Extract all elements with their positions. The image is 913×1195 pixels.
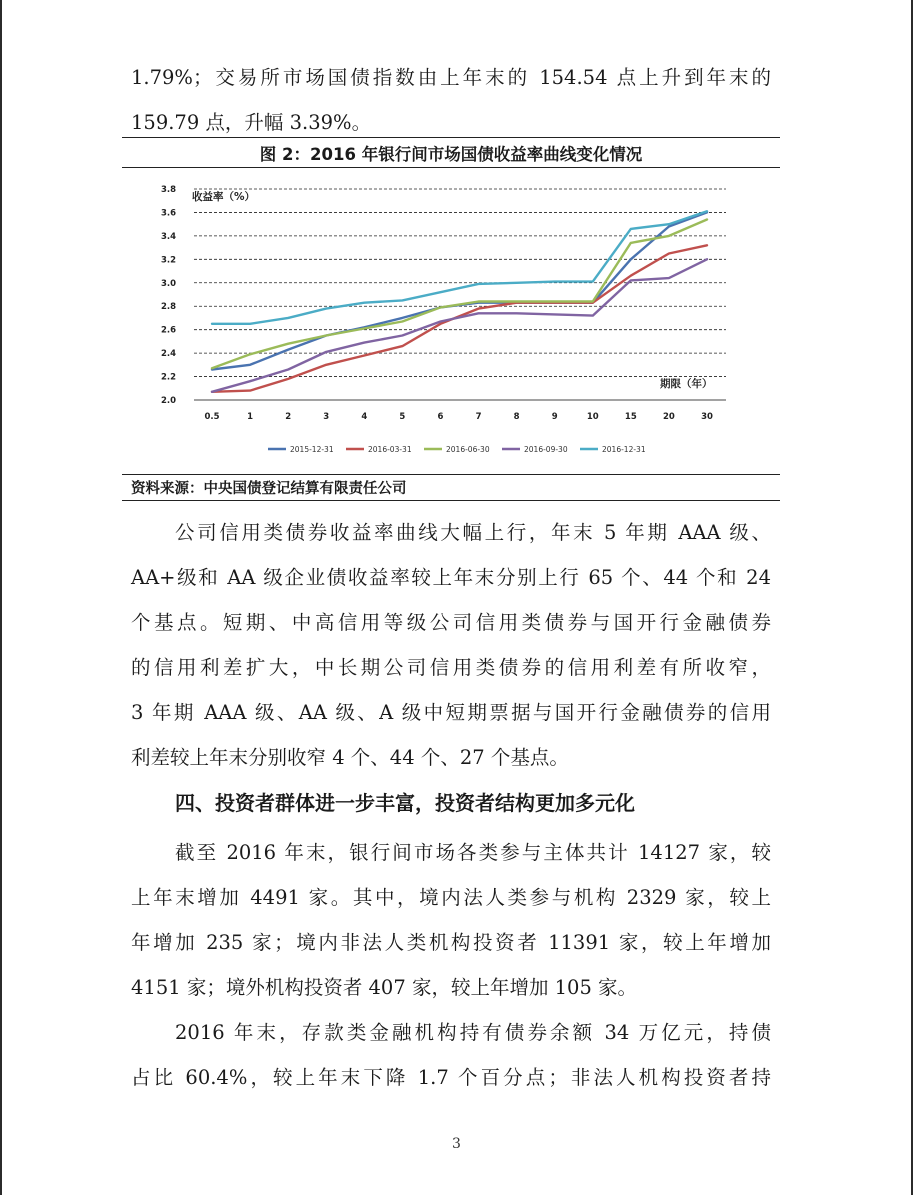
page-number: 3 xyxy=(452,1136,461,1152)
x-axis-label: 期限（年） xyxy=(660,378,713,390)
legend-label: 2016-03-31 xyxy=(368,445,412,454)
paragraph-line: 的信用利差扩大，中长期公司信用类债券的信用利差有所收窄， xyxy=(131,656,771,679)
y-tick-label: 2.2 xyxy=(160,372,176,383)
x-tick-label: 1 xyxy=(247,412,254,422)
paragraph-line: 4151 家；境外机构投资者 407 家，较上年增加 105 家。 xyxy=(131,976,638,999)
x-tick-label: 30 xyxy=(701,412,713,422)
x-tick-label: 15 xyxy=(624,412,637,422)
x-tick-label: 3 xyxy=(323,412,330,422)
paragraph-line: 个基点。短期、中高信用等级公司信用类债券与国开行金融债券 xyxy=(131,611,771,634)
paragraph-line: 公司信用类债券收益率曲线大幅上行，年末 5 年期 AAA 级、 xyxy=(175,521,771,544)
figure-title: 图 2：2016 年银行间市场国债收益率曲线变化情况 xyxy=(259,145,643,164)
series-line-2016-09-30 xyxy=(212,259,707,392)
figure-source: 资料来源：中央国债登记结算有限责任公司 xyxy=(131,481,407,497)
y-tick-label: 2.6 xyxy=(160,325,176,336)
legend-label: 2016-12-31 xyxy=(602,445,646,454)
x-tick-label: 7 xyxy=(475,412,482,422)
y-tick-label: 3.0 xyxy=(160,278,176,289)
page-edge-left xyxy=(0,0,2,1195)
legend-label: 2016-06-30 xyxy=(446,445,490,454)
x-tick-label: 5 xyxy=(399,412,406,422)
paragraph-line: 3 年期 AAA 级、AA 级、A 级中短期票据与国开行金融债券的信用 xyxy=(131,701,771,724)
legend-label: 2016-09-30 xyxy=(524,445,568,454)
chart-legend xyxy=(268,445,646,454)
yield-curve-chart xyxy=(122,170,780,472)
series-line-2016-06-30 xyxy=(212,220,707,369)
figure-rule-mid xyxy=(122,167,780,168)
x-tick-label: 4 xyxy=(361,412,368,422)
paragraph-line: 上年末增加 4491 家。其中，境内法人类参与机构 2329 家，较上 xyxy=(131,886,771,909)
x-tick-label: 2 xyxy=(285,412,292,422)
figure-source-rule xyxy=(122,500,780,501)
x-tick-label: 8 xyxy=(513,412,520,422)
chart-y-ticks xyxy=(161,185,176,406)
figure-rule-top xyxy=(122,137,780,138)
paragraph-line: 截至 2016 年末，银行间市场各类参与主体共计 14127 家，较 xyxy=(175,841,771,864)
x-tick-label: 9 xyxy=(551,412,558,422)
y-tick-label: 3.4 xyxy=(160,231,176,242)
y-tick-label: 2.0 xyxy=(160,396,176,406)
text-line: 1.79%；交易所市场国债指数由上年末的 154.54 点上升到年末的 xyxy=(131,66,771,89)
x-tick-label: 20 xyxy=(663,412,675,422)
chart-series xyxy=(212,211,707,392)
x-tick-label: 10 xyxy=(586,412,599,422)
y-tick-label: 3.2 xyxy=(160,255,176,266)
y-tick-label: 2.4 xyxy=(160,349,176,360)
text-line: 159.79 点，升幅 3.39%。 xyxy=(131,111,372,134)
y-tick-label: 3.8 xyxy=(160,185,176,195)
paragraph-line: 利差较上年末分别收窄 4 个、44 个、27 个基点。 xyxy=(131,746,569,769)
paragraph-line: 占比 60.4%，较上年末下降 1.7 个百分点；非法人机构投资者持 xyxy=(131,1066,771,1089)
series-line-2016-12-31 xyxy=(212,211,707,323)
y-tick-label: 3.6 xyxy=(160,208,176,219)
section-heading: 四、投资者群体进一步丰富，投资者结构更加多元化 xyxy=(175,791,635,815)
paragraph-line: 年增加 235 家；境内非法人类机构投资者 11391 家，较上年增加 xyxy=(131,931,771,954)
paragraph-line: AA+级和 AA 级企业债收益率较上年末分别上行 65 个、44 个和 24 xyxy=(131,566,771,589)
x-tick-label: 6 xyxy=(437,412,444,422)
chart-x-ticks xyxy=(204,412,713,422)
figure-rule-bottom xyxy=(122,474,780,475)
paragraph-line: 2016 年末，存款类金融机构持有债券余额 34 万亿元，持债 xyxy=(175,1021,771,1044)
y-tick-label: 2.8 xyxy=(160,302,176,313)
legend-label: 2015-12-31 xyxy=(290,445,334,454)
chart-gridlines xyxy=(194,189,726,400)
x-tick-label: 0.5 xyxy=(204,412,220,422)
y-axis-label: 收益率（%） xyxy=(192,191,256,203)
